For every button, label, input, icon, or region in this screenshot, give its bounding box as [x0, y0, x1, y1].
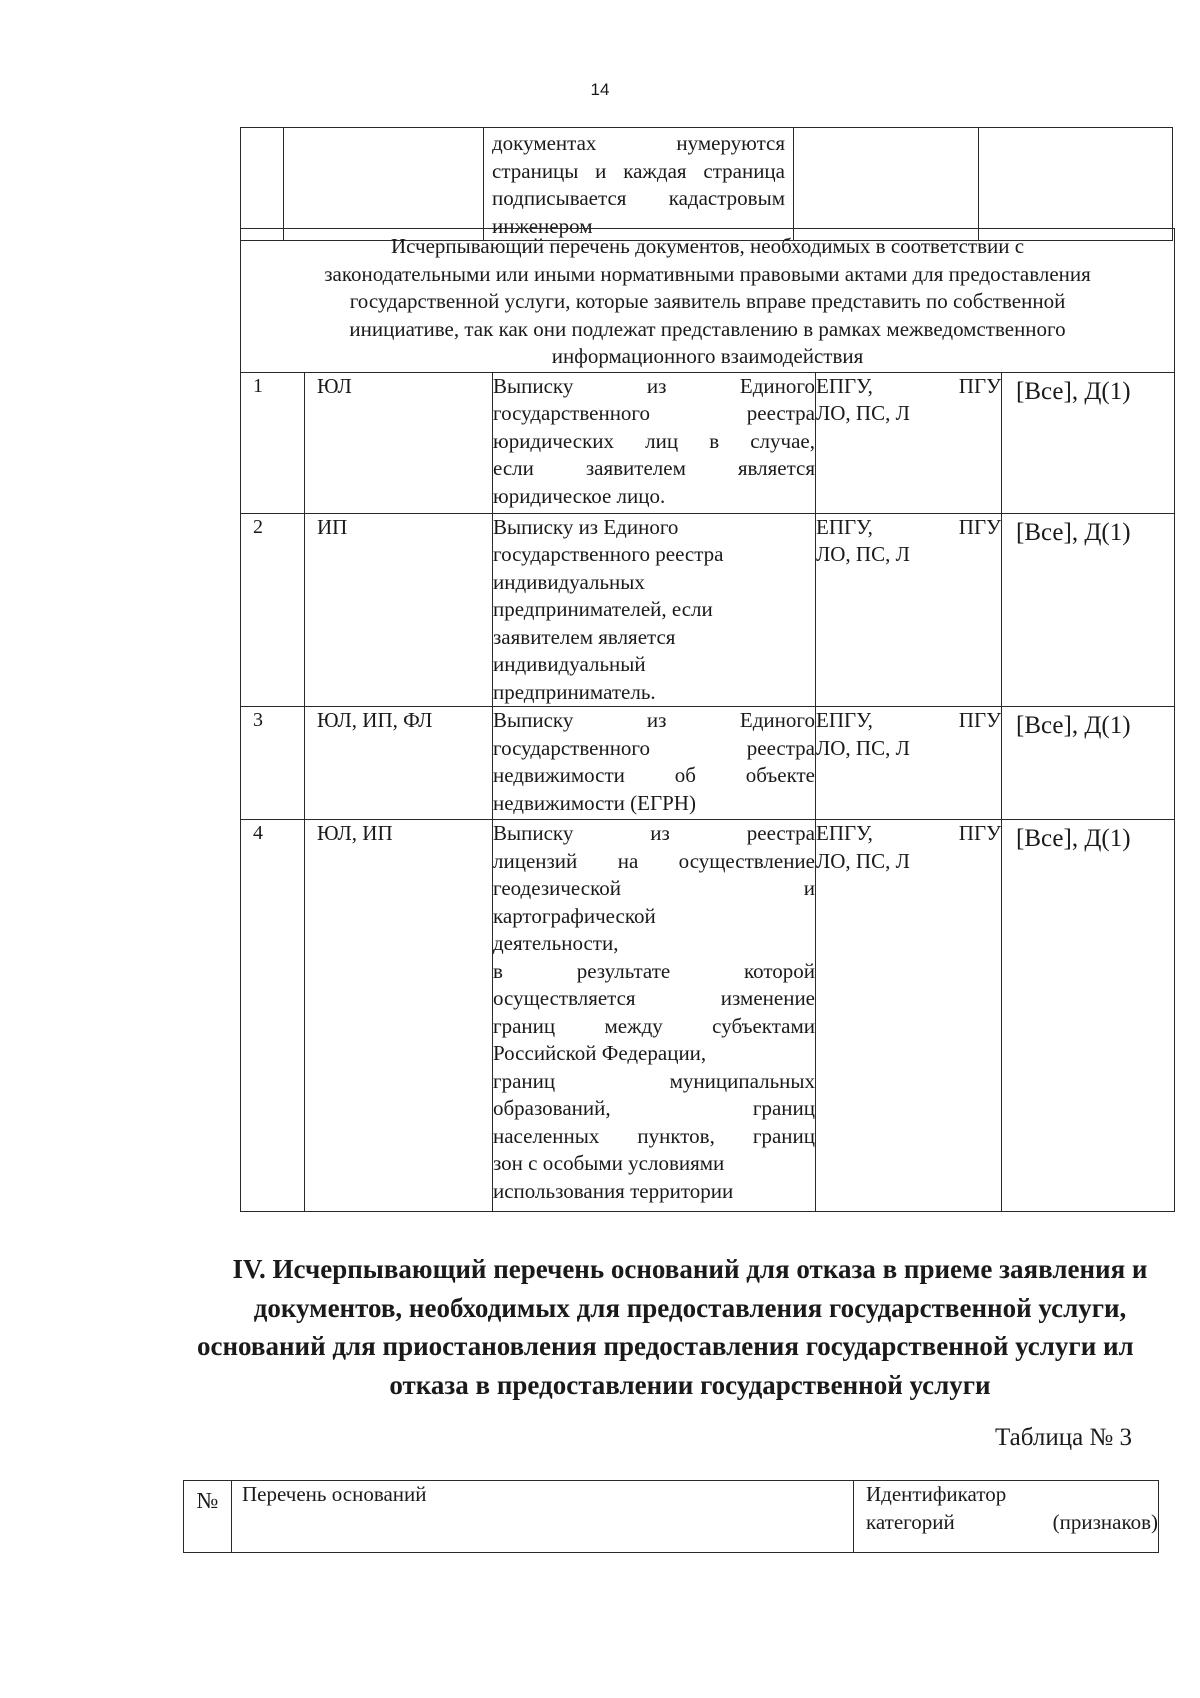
- row-channels-line: ЕПГУ, ПГУ: [816, 514, 1001, 539]
- table-row: [241, 820, 1175, 1212]
- header-grounds-list: Перечень оснований: [232, 1481, 854, 1553]
- row-channels-line: ЛО, ПС, Л: [816, 542, 910, 566]
- header-number: №: [184, 1481, 232, 1553]
- continuation-channels-cell: [794, 128, 979, 241]
- section-header-cell: [241, 229, 1175, 373]
- row-description-line: заявителем является: [493, 624, 676, 649]
- row-description-line: границ муниципальных: [493, 1068, 815, 1093]
- row-number: 3: [241, 707, 305, 820]
- row-description-line: предпринимателей, если: [493, 597, 713, 621]
- row-description: [493, 707, 816, 820]
- section-iv-heading-line: отказа в предоставлении государственной услуги: [389, 1369, 991, 1400]
- documents-table: [240, 228, 1175, 1212]
- row-description-line: индивидуальных: [493, 569, 645, 594]
- row-description-line: недвижимости об объекте: [493, 763, 815, 787]
- row-description: [493, 513, 816, 707]
- header-identifier-line: категорий (признаков): [866, 1509, 1158, 1534]
- row-description-line: геодезической и: [493, 876, 815, 900]
- row-category: ЮЛ, ИП: [305, 820, 493, 1212]
- row-channels-line: ЛО, ПС, Л: [816, 735, 910, 760]
- section-header-line: законодательными или иными нормативными правовыми актами для предоставления: [324, 261, 1091, 286]
- row-description: [493, 372, 816, 513]
- row-description-line: зон с особыми условиями: [493, 1151, 725, 1175]
- row-description-line: Выписку из Единого: [493, 373, 815, 398]
- row-channels-line: ЛО, ПС, Л: [816, 848, 910, 873]
- header-identifier: [854, 1481, 1159, 1553]
- row-description-line: юридическое лицо.: [493, 483, 666, 508]
- continuation-description-line: страницы и каждая страница: [492, 158, 785, 183]
- row-description-line: Выписку из Единого: [493, 708, 815, 732]
- row-identifier: [Все], Д(1): [1002, 820, 1175, 1212]
- row-description-line: Выписку из реестра: [493, 821, 815, 845]
- header-identifier-line: Идентификатор: [866, 1482, 1007, 1506]
- row-channels: [816, 513, 1002, 707]
- continuation-row: [241, 128, 1173, 241]
- row-description-line: Российской Федерации,: [493, 1041, 707, 1065]
- row-number: 2: [241, 513, 305, 707]
- table-row: [241, 372, 1175, 513]
- continuation-num-cell: [241, 128, 284, 241]
- grounds-table: [183, 1480, 1159, 1553]
- row-channels-line: ЛО, ПС, Л: [816, 401, 910, 425]
- row-identifier: [Все], Д(1): [1002, 707, 1175, 820]
- section-header-row: [241, 229, 1175, 373]
- row-category: ЮЛ, ИП, ФЛ: [305, 707, 493, 820]
- row-channels: [816, 707, 1002, 820]
- row-channels-line: ЕПГУ, ПГУ: [816, 708, 1001, 732]
- row-number: 4: [241, 820, 305, 1212]
- row-channels-line: ЕПГУ, ПГУ: [816, 821, 1001, 845]
- section-iv-heading: [180, 1250, 1200, 1404]
- continuation-identifier-cell: [979, 128, 1173, 241]
- table-row: [241, 707, 1175, 820]
- row-description-line: границ между субъектами: [493, 1013, 815, 1038]
- row-description-line: недвижимости (ЕГРН): [493, 790, 696, 815]
- row-description-line: государственного реестра: [493, 735, 815, 760]
- section-header-line: инициативе, так как они подлежат представлению в рамках межведомственного: [349, 316, 1066, 341]
- section-iv-heading-line: IV. Исчерпывающий перечень оснований для отказа в приеме заявления и: [232, 1254, 1148, 1284]
- row-description-line: лицензий на осуществление: [493, 848, 815, 873]
- row-description-line: если заявителем является: [493, 456, 815, 480]
- section-header-line: Исчерпывающий перечень документов, необходимых в соответствии с: [390, 234, 1025, 258]
- grounds-table-header-row: [184, 1481, 1159, 1553]
- row-number: 1: [241, 372, 305, 513]
- section-header-line: государственной услуги, которые заявитель вправе представить по собственной: [349, 289, 1066, 313]
- row-description-line: предприниматель.: [493, 679, 656, 704]
- row-description-line: использования территории: [493, 1178, 734, 1203]
- row-description-line: в результате которой: [493, 958, 815, 983]
- row-description-line: государственного реестра: [493, 401, 815, 425]
- section-header-line: информационного взаимодействия: [551, 344, 864, 368]
- row-description-line: образований, границ: [493, 1096, 815, 1120]
- row-channels: [816, 820, 1002, 1212]
- row-description-line: деятельности,: [493, 931, 619, 955]
- row-identifier: [Все], Д(1): [1002, 513, 1175, 707]
- table-row: [241, 513, 1175, 707]
- row-description-line: индивидуальный: [493, 652, 646, 676]
- page-number: 14: [590, 80, 610, 99]
- row-description: [493, 820, 816, 1212]
- section-iv-heading-line: оснований для приостановления предоставления государственной услуги ил: [197, 1331, 1134, 1361]
- row-channels-line: ЕПГУ, ПГУ: [816, 373, 1001, 398]
- row-category: ИП: [305, 513, 493, 707]
- row-identifier: [Все], Д(1): [1002, 372, 1175, 513]
- continuation-description-line: инженером: [492, 213, 593, 238]
- row-description-line: юридических лиц в случае,: [493, 428, 815, 453]
- continuation-table: [240, 127, 1173, 241]
- section-iv-heading-line: документов, необходимых для предоставления государственной услуги,: [253, 1292, 1127, 1323]
- continuation-description-cell: [484, 128, 794, 241]
- row-channels: [816, 372, 1002, 513]
- continuation-description-line: подписывается кадастровым: [492, 186, 785, 210]
- row-category: ЮЛ: [305, 372, 493, 513]
- row-description-line: государственного реестра: [493, 542, 724, 566]
- row-description-line: Выписку из Единого: [493, 514, 679, 539]
- continuation-category-cell: [284, 128, 484, 241]
- row-description-line: картографической: [493, 903, 656, 928]
- continuation-description-line: документах нумеруются: [492, 131, 785, 155]
- table-caption: Таблица № 3: [995, 1424, 1133, 1451]
- row-description-line: населенных пунктов, границ: [493, 1123, 815, 1148]
- row-description-line: осуществляется изменение: [493, 986, 815, 1010]
